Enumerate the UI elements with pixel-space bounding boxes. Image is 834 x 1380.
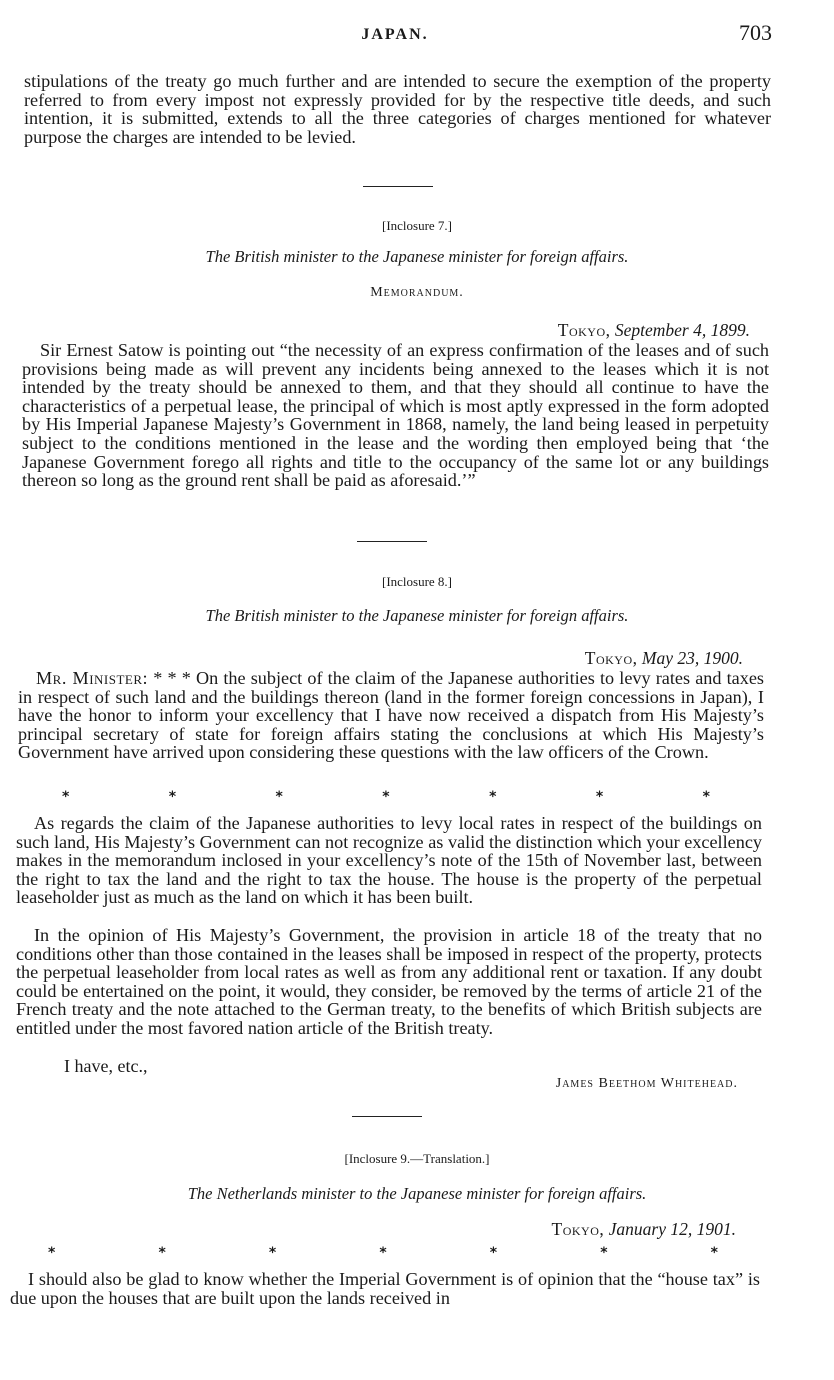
omission-stars [62, 789, 710, 805]
intro-paragraph: stipulations of the treaty go much further and are intended to secure the exemption of the property referred to from every impost not expressly provided for by the respective title deeds, and such intention, it is submitted, extends to all the three categories of charges mentioned for whatever purpose the charges are intended to be levied. [24, 71, 771, 147]
section-divider [363, 186, 433, 187]
page-number: 703 [739, 20, 772, 45]
inclosure-8-paragraph-1 [18, 669, 764, 762]
inclosure-7-subheading: Memorandum. [370, 285, 464, 300]
omission-star: * [600, 1245, 608, 1261]
inclosure-9-body: I should also be glad to know whether the Imperial Government is of opinion that the “house tax” is due upon the houses that are built upon the lands received in [10, 1269, 760, 1308]
inclosure-8-paragraph-3: In the opinion of His Majesty’s Government, the provision in article 18 of the treaty that no conditions other than those contained in the leases shall be imposed in respect of the property, protects the perpetual leaseholder from local rates as well as from any additional rent or taxation. If any doubt could be entertained on the point, it would, they consider, be removed by the terms of article 21 of the French treaty and the note attached to the German treaty, to the benefits of which British subjects are entitled under the most favored nation article of the British treaty. [16, 925, 762, 1038]
omission-star: * [48, 1245, 56, 1261]
inclosure-9-heading: The Netherlands minister to the Japanese minister for foreign affairs. [187, 1184, 647, 1203]
omission-star: * [275, 789, 283, 805]
inclosure-7-heading: The British minister to the Japanese minister for foreign affairs. [205, 247, 629, 266]
section-divider [357, 541, 427, 542]
dateline-date: September 4, 1899. [614, 320, 750, 340]
paragraph-text: * * * On the subject of the claim of the Japanese authorities to levy rates and taxes in respect of such land and the buildings thereon (land in the former foreign concessions in Japan), I have the honor to inform your excellency that I have now received a dispatch from His Majesty’s principal secretary of state for foreign affairs stating the conclusions at which His Majesty’s Government have arrived upon considering these questions with the law officers of the Crown. [18, 668, 764, 763]
omission-star: * [489, 789, 497, 805]
salutation: Mr. Minister: [36, 668, 149, 688]
dateline-place: Tokyo, [584, 648, 638, 668]
dateline-date: January 12, 1901. [608, 1219, 736, 1239]
omission-star: * [710, 1245, 718, 1261]
omission-star: * [168, 789, 177, 805]
omission-star: * [595, 789, 604, 805]
inclosure-7-label: [Inclosure 7.] [381, 218, 453, 233]
page-header [0, 18, 834, 48]
omission-star: * [702, 789, 710, 805]
inclosure-8-heading: The British minister to the Japanese minister for foreign affairs. [205, 606, 629, 625]
inclosure-8-dateline [585, 648, 743, 669]
dateline-place: Tokyo, [557, 320, 611, 340]
omission-star: * [268, 1245, 277, 1261]
dateline-date: May 23, 1900. [641, 648, 743, 668]
inclosure-9-label: [Inclosure 9.—Translation.] [344, 1151, 490, 1166]
omission-star: * [382, 789, 390, 805]
omission-star: * [489, 1245, 498, 1261]
omission-stars [48, 1245, 718, 1261]
running-title: JAPAN. [361, 26, 429, 43]
closing-line: I have, etc., [64, 1056, 148, 1076]
inclosure-9-dateline [552, 1219, 736, 1240]
dateline-place: Tokyo, [551, 1219, 605, 1239]
signature: James Beethom Whitehead. [555, 1076, 738, 1091]
omission-star: * [62, 789, 70, 805]
inclosure-7-dateline [558, 320, 750, 341]
inclosure-7-body: Sir Ernest Satow is pointing out “the necessity of an express confirmation of the leases and of such provisions being made as will prevent any incidents being annexed to the leases which it is not intended by the treaty should be annexed to them, and that they should all continue to have the characteristics of a perpetual lease, the principal of which is most aptly expressed in the form adopted by His Imperial Japanese Majesty’s Government in 1868, namely, the land being leased in perpetuity subject to the conditions mentioned in the lease and the wording then employed being that ‘the Japanese Government forego all rights and title to the occupancy of the same lot or any buildings thereon so long as the ground rent shall be paid as aforesaid.’” [22, 340, 769, 491]
inclosure-8-label: [Inclosure 8.] [381, 574, 453, 589]
section-divider [352, 1116, 422, 1117]
omission-star: * [379, 1245, 387, 1261]
inclosure-8-paragraph-2: As regards the claim of the Japanese authorities to levy local rates in respect of the buildings on such land, His Majesty’s Government can not recognize as valid the distinction which your excellency makes in the memorandum inclosed in your excellency’s note of the 15th of November last, between the right to tax the land and the right to tax the house. The house is the property of the perpetual leaseholder just as much as the land on which it has been built. [16, 813, 762, 908]
omission-star: * [158, 1245, 166, 1261]
